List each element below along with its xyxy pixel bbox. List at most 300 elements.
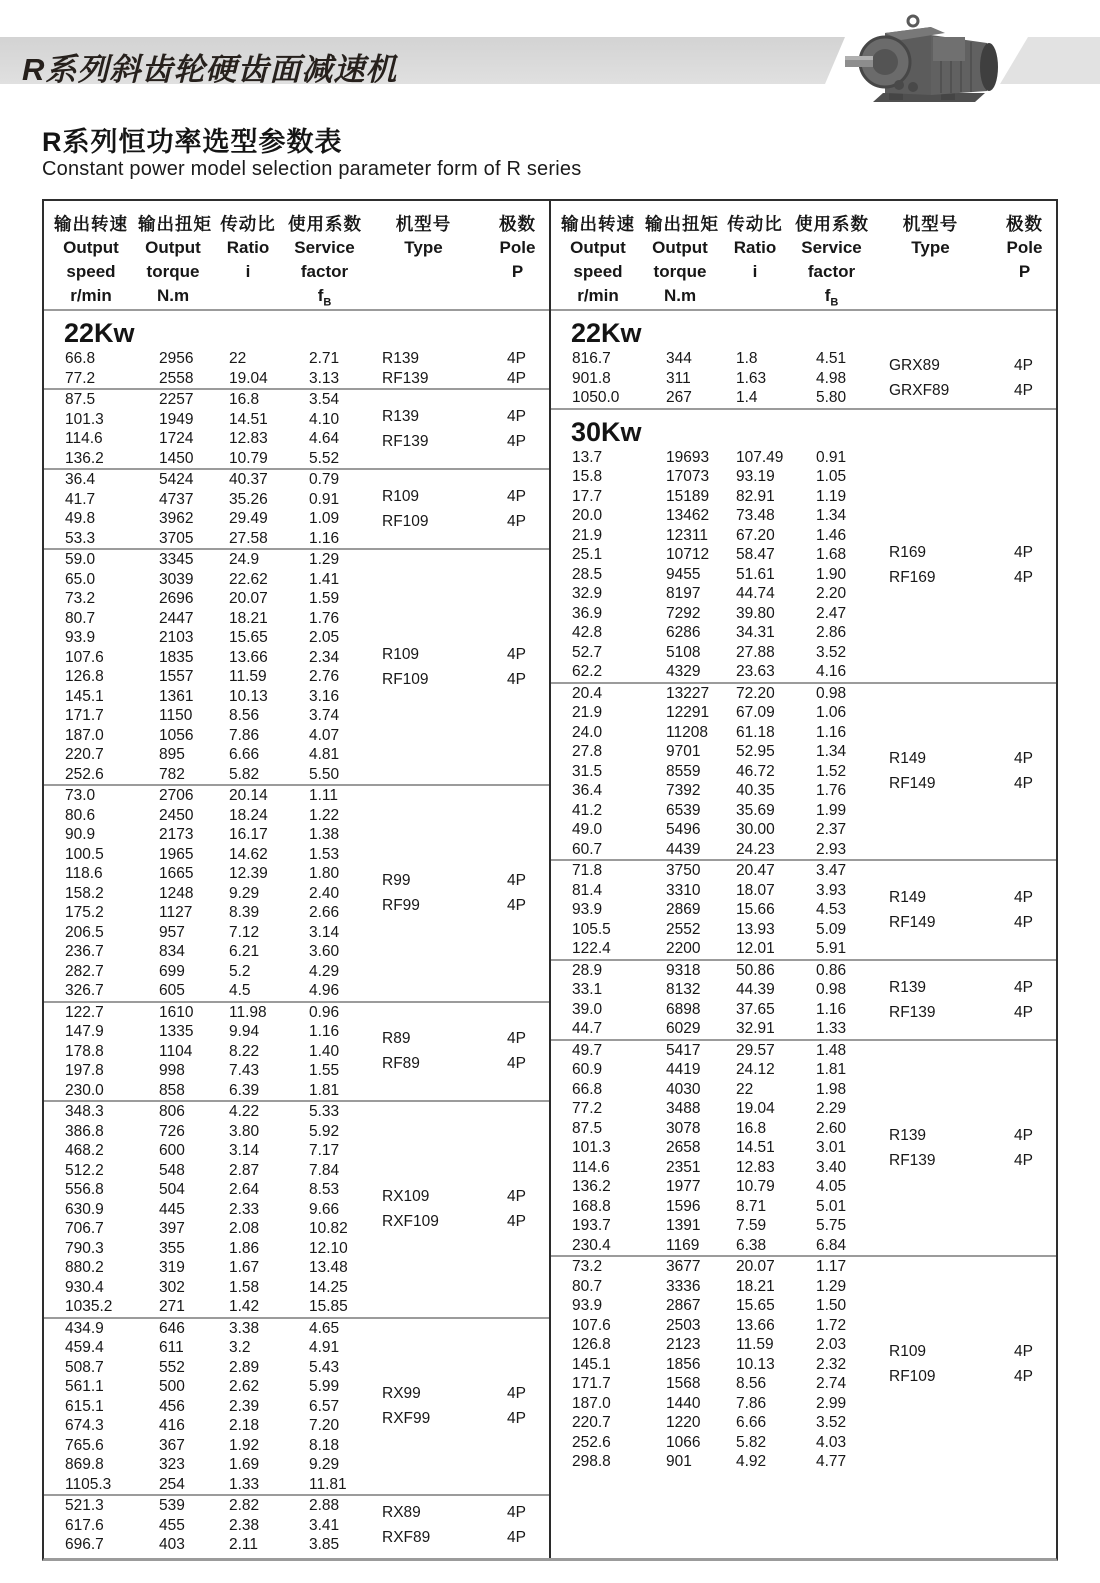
type-labels [868,1041,993,1256]
service-factor-value: 2.88 [309,1497,340,1514]
service-factor-value: 3.13 [309,369,340,387]
ratio-value: 6.66 [229,746,260,763]
type-value: RF149 [889,775,936,793]
output-torque-value: 323 [159,1456,185,1473]
pole-value: 4P [507,488,526,505]
type-value: RXF89 [382,1529,431,1547]
output-speed-value: 765.6 [65,1436,104,1454]
output-torque-value: 5496 [666,821,701,838]
output-speed-value: 80.7 [572,1277,603,1295]
header-label-en: Ratio [226,238,270,257]
group-rows [44,390,361,468]
header-label-zh: 机型号 [902,214,959,234]
service-factor-value: 1.34 [816,507,847,524]
output-speed-value: 49.7 [572,1041,603,1059]
output-torque-value: 319 [159,1259,185,1276]
output-torque-value: 858 [159,1081,185,1099]
header-label-en: factor [807,262,856,281]
header-col-output [551,212,645,309]
pole-value: 4P [1014,888,1033,906]
output-speed-value: 282.7 [65,962,104,980]
header-label-en: factor [300,262,349,281]
type-value: R89 [382,1030,411,1048]
ratio-value: 51.61 [736,565,775,583]
row-group [551,448,1056,684]
type-labels [361,1496,486,1555]
pole-labels [993,1041,1056,1256]
output-torque-value: 548 [159,1161,185,1179]
output-torque-value: 1610 [159,1003,194,1021]
output-speed-value: 32.9 [572,585,603,602]
output-torque-value: 2696 [159,590,194,607]
output-torque-value: 311 [666,369,691,387]
output-speed-value: 49.8 [65,510,96,527]
pole-value: 4P [507,1030,526,1048]
output-torque-value: 4030 [666,1080,701,1098]
output-torque-value: 504 [159,1181,185,1198]
service-factor-value: 0.86 [816,961,847,979]
ratio-value: 2.62 [229,1378,260,1395]
output-speed-value: 80.7 [65,609,96,627]
ratio-value: 93.19 [736,468,775,485]
ratio-value: 13.66 [736,1316,775,1334]
service-factor-value: 2.34 [309,648,340,666]
service-factor-value: 12.10 [309,1239,348,1257]
table-left-half [44,201,551,1558]
header-col-type [868,212,993,309]
group-rows [44,470,361,548]
output-speed-value: 21.9 [572,526,603,544]
group-rows [44,1496,361,1555]
output-speed-value: 66.8 [572,1080,603,1098]
ratio-value: 37.65 [736,1000,775,1018]
type-value: RF109 [382,513,429,530]
output-torque-value: 11208 [666,723,708,741]
output-torque-value: 782 [159,765,185,783]
header-label-en: Output [570,238,626,257]
service-factor-value: 5.52 [309,449,340,467]
output-torque-value: 403 [159,1536,185,1553]
output-speed-value: 298.8 [572,1453,611,1470]
pole-value: 4P [1014,357,1033,375]
header-unit: $f_B$ [317,286,332,309]
service-factor-value: 2.99 [816,1394,847,1412]
power-section-label: 30Kw [571,416,642,447]
type-value: R149 [889,888,927,906]
ratio-value: 6.66 [736,1414,767,1431]
output-torque-value: 2123 [666,1336,701,1353]
service-factor-value: 1.16 [816,1000,847,1018]
ratio-value: 6.38 [736,1236,767,1254]
header-col-output [138,212,212,309]
ratio-value: 8.56 [229,707,260,724]
output-speed-value: 33.1 [572,981,603,998]
output-torque-value: 3677 [666,1258,701,1275]
ratio-value: 8.39 [229,904,260,921]
service-factor-value: 5.01 [816,1197,847,1215]
service-factor-value: 4.29 [309,962,340,980]
pole-value: 4P [1014,1343,1033,1361]
output-speed-value: 21.9 [572,704,603,721]
output-torque-value: 1127 [159,904,193,921]
pole-value: 4P [1014,543,1033,561]
service-factor-value: 5.91 [816,940,847,957]
ratio-value: 61.18 [736,723,775,741]
output-torque-value: 834 [159,943,185,960]
output-torque-value: 267 [666,389,692,406]
service-factor-value: 1.41 [309,570,340,588]
output-speed-value: 434.9 [65,1319,104,1337]
service-factor-value: 4.91 [309,1339,340,1356]
output-speed-value: 114.6 [572,1158,610,1176]
ratio-value: 7.86 [229,726,260,744]
type-value: R139 [889,1126,927,1144]
header-col-pole [486,212,549,309]
output-torque-value: 2867 [666,1297,701,1314]
service-factor-value: 3.52 [816,643,847,661]
output-speed-value: 36.9 [572,604,603,622]
header-label-en: Service [801,238,862,257]
service-factor-value: 1.06 [816,704,847,721]
output-torque-value: 397 [159,1220,185,1237]
output-torque-value: 3345 [159,551,194,568]
service-factor-value: 1.76 [309,609,340,627]
header-unit: N.m [156,286,190,305]
service-factor-value: 1.68 [816,546,847,563]
output-speed-value: 42.8 [572,624,603,641]
group-rows [44,349,361,388]
output-speed-value: 171.7 [65,707,104,724]
service-factor-value: 2.40 [309,884,340,902]
output-speed-value: 65.0 [65,570,96,588]
output-speed-value: 706.7 [65,1220,104,1237]
service-factor-value: 5.80 [816,389,847,406]
service-factor-value: 7.17 [309,1142,340,1159]
output-torque-value: 1977 [666,1178,701,1195]
service-factor-value: 1.59 [309,590,340,607]
output-speed-value: 41.2 [572,801,603,819]
service-factor-value: 4.51 [816,350,847,367]
type-labels [868,684,993,860]
output-torque-value: 2200 [666,940,701,957]
output-speed-value: 252.6 [65,765,104,783]
header-unit-subscript: B [830,296,839,309]
type-value: GRX89 [889,357,940,375]
output-torque-value: 1557 [159,668,194,685]
group-rows [551,961,868,1039]
group-rows [551,1041,868,1256]
output-speed-value: 236.7 [65,943,104,960]
ratio-value: 23.63 [736,663,775,680]
ratio-value: 39.80 [736,604,775,622]
output-torque-value: 1361 [159,687,194,705]
service-factor-value: 1.16 [816,723,847,741]
power-section-label: 22Kw [64,318,135,348]
ratio-value: 27.58 [229,529,268,547]
output-speed-value: 901.8 [572,369,611,387]
type-value: R139 [382,408,420,425]
ratio-value: 22 [736,1080,754,1098]
output-torque-value: 998 [159,1062,185,1079]
ratio-value: 2.08 [229,1220,260,1237]
pole-labels [993,861,1056,959]
output-torque-value: 1965 [159,845,194,863]
table-header-left [44,201,549,311]
service-factor-value: 1.72 [816,1316,847,1334]
pole-value: 4P [507,1188,526,1206]
service-factor-value: 3.85 [309,1536,340,1553]
header-label-zh: 传动比 [727,214,783,234]
output-torque-value: 1949 [159,410,194,428]
type-labels [361,786,486,1001]
output-torque-value: 2706 [159,787,194,804]
row-group [551,1041,1056,1258]
ratio-value: 4.5 [229,982,251,999]
header-unit: N.m [663,286,697,305]
ratio-value: 1.92 [229,1436,260,1454]
service-factor-value: 4.07 [309,726,340,744]
service-factor-value: 1.99 [816,801,847,819]
pole-value: 4P [507,1213,526,1231]
pole-value: 4P [1014,1126,1033,1144]
group-rows [551,349,868,408]
output-torque-value: 726 [159,1122,185,1140]
header-unit: P [511,262,524,281]
service-factor-value: 2.32 [816,1355,847,1373]
output-torque-value: 2552 [666,920,701,938]
output-speed-value: 73.2 [65,590,96,607]
service-factor-value: 7.20 [309,1417,340,1434]
row-group [44,349,549,390]
pole-labels [486,550,549,784]
type-value: R139 [889,978,927,996]
pole-labels [993,448,1056,682]
row-group [44,1102,549,1319]
header-label-zh: 传动比 [220,214,276,234]
output-speed-value: 31.5 [572,762,603,780]
ratio-value: 6.39 [229,1081,260,1099]
output-torque-value: 1724 [159,430,194,447]
ratio-value: 67.20 [736,526,775,544]
ratio-value: 18.24 [229,806,268,824]
type-value: RX99 [382,1385,421,1403]
output-speed-value: 147.9 [65,1023,104,1040]
output-speed-value: 930.4 [65,1278,104,1296]
output-torque-value: 2173 [159,826,194,843]
ratio-value: 3.38 [229,1319,260,1337]
header-col-type [361,212,486,309]
service-factor-value: 1.53 [309,845,340,863]
pole-value: 4P [507,897,526,915]
ratio-value: 82.91 [736,487,775,505]
service-factor-value: 1.46 [816,526,847,544]
type-value: RF139 [382,433,429,450]
service-factor-value: 1.11 [309,787,339,804]
output-torque-value: 6286 [666,624,701,641]
output-speed-value: 59.0 [65,551,96,568]
output-torque-value: 4329 [666,663,701,680]
output-speed-value: 1050.0 [572,389,620,406]
output-speed-value: 136.2 [572,1178,611,1195]
pole-value: 4P [1014,1003,1033,1021]
service-factor-value: 2.03 [816,1336,847,1353]
pole-value: 4P [1014,913,1033,931]
service-factor-value: 1.29 [816,1277,847,1295]
ratio-value: 1.42 [229,1298,260,1315]
output-speed-value: 674.3 [65,1417,104,1434]
output-torque-value: 1835 [159,648,194,666]
ratio-value: 35.26 [229,490,268,508]
output-torque-value: 2351 [666,1158,701,1176]
output-speed-value: 175.2 [65,904,104,921]
ratio-value: 20.47 [736,862,775,879]
ratio-value: 10.79 [736,1178,775,1195]
header-col-ratio [208,212,288,309]
header-label-en: speed [573,262,623,281]
ratio-value: 8.56 [736,1375,767,1392]
output-speed-value: 90.9 [65,826,96,843]
output-torque-value: 1066 [666,1433,701,1451]
ratio-value: 22.62 [229,570,268,588]
output-torque-value: 8132 [666,981,701,998]
ratio-value: 20.07 [229,590,268,607]
output-speed-value: 136.2 [65,449,104,467]
output-speed-value: 206.5 [65,923,104,941]
output-torque-value: 2450 [159,806,194,824]
service-factor-value: 2.20 [816,585,847,602]
output-torque-value: 17073 [666,468,710,485]
ratio-value: 12.83 [229,430,268,447]
output-speed-value: 60.7 [572,840,603,858]
pole-value: 4P [1014,1151,1033,1169]
service-factor-value: 1.38 [309,826,340,843]
type-value: RF109 [889,1368,936,1386]
service-factor-value: 4.53 [816,901,847,918]
row-group [44,550,549,786]
pole-value: 4P [507,1529,526,1547]
ratio-value: 1.69 [229,1456,260,1473]
type-value: R109 [382,488,420,505]
output-speed-value: 178.8 [65,1042,104,1060]
output-speed-value: 52.7 [572,643,603,661]
output-torque-value: 6029 [666,1020,701,1037]
ratio-value: 4.22 [229,1103,260,1120]
output-speed-value: 556.8 [65,1181,104,1198]
service-factor-value: 6.57 [309,1397,340,1415]
ratio-value: 16.8 [229,391,260,408]
output-speed-value: 816.7 [572,350,611,367]
output-speed-value: 145.1 [572,1355,611,1373]
output-torque-value: 6539 [666,801,701,819]
ratio-value: 50.86 [736,961,775,979]
output-torque-value: 1220 [666,1414,701,1431]
output-speed-value: 230.0 [65,1081,104,1099]
output-speed-value: 145.1 [65,687,104,705]
output-torque-value: 9455 [666,565,701,583]
ratio-value: 32.91 [736,1020,775,1037]
pole-value: 4P [1014,382,1033,400]
type-labels [361,1102,486,1317]
type-value: R109 [382,646,420,663]
output-speed-value: 93.9 [572,901,603,918]
output-speed-value: 230.4 [572,1236,611,1254]
ratio-value: 11.59 [229,668,267,685]
header-label-en: speed [66,262,116,281]
pole-labels [486,349,549,388]
output-speed-value: 93.9 [572,1297,603,1314]
pole-labels [993,1257,1056,1472]
output-speed-value: 100.5 [65,845,104,863]
output-speed-value: 187.0 [572,1394,611,1412]
output-torque-value: 12311 [666,526,708,544]
service-factor-value: 4.03 [816,1433,847,1451]
output-speed-value: 36.4 [65,471,96,488]
output-torque-value: 9701 [666,743,701,760]
service-factor-value: 3.16 [309,687,340,705]
service-factor-value: 5.09 [816,920,847,938]
output-speed-value: 81.4 [572,881,603,899]
output-speed-value: 220.7 [65,746,104,763]
output-torque-value: 2558 [159,369,194,387]
output-torque-value: 2257 [159,391,194,408]
type-value: RF169 [889,568,936,586]
group-rows [44,1003,361,1101]
output-speed-value: 15.8 [572,468,603,485]
output-speed-value: 39.0 [572,1000,603,1018]
type-value: R99 [382,872,411,890]
ratio-value: 1.63 [736,369,767,387]
service-factor-value: 4.05 [816,1178,847,1195]
service-factor-value: 14.25 [309,1278,348,1296]
output-speed-value: 252.6 [572,1433,611,1451]
page-title: R系列恒功率选型参数表 [42,127,343,157]
ratio-value: 19.04 [736,1100,775,1117]
output-speed-value: 617.6 [65,1516,104,1534]
header-col-output [44,212,138,309]
header-label-zh: 使用系数 [795,214,869,234]
output-speed-value: 790.3 [65,1239,104,1257]
pole-value: 4P [507,350,526,367]
type-labels [361,390,486,468]
output-speed-value: 171.7 [572,1375,611,1392]
service-factor-value: 3.74 [309,707,340,724]
service-factor-value: 5.43 [309,1358,340,1376]
type-value: R169 [889,543,927,561]
output-torque-value: 12291 [666,704,710,721]
service-factor-value: 1.76 [816,782,847,799]
output-torque-value: 1104 [159,1042,193,1060]
header-unit: P [1018,262,1031,281]
group-rows [551,1257,868,1472]
service-factor-value: 0.91 [816,448,847,466]
row-group [44,1003,549,1103]
output-torque-value: 646 [159,1319,185,1337]
output-torque-value: 611 [159,1339,184,1356]
ratio-value: 22 [229,350,247,367]
header-label-en: torque [146,262,200,281]
output-torque-value: 6898 [666,1000,701,1018]
group-rows [44,1319,361,1495]
type-labels [361,349,486,388]
output-speed-value: 880.2 [65,1259,104,1276]
type-value: RX89 [382,1504,421,1522]
gear-reducer-illustration [843,5,1023,117]
output-torque-value: 271 [159,1298,185,1315]
output-speed-value: 105.5 [572,920,611,938]
pole-labels [486,1496,549,1555]
type-labels [361,470,486,548]
output-torque-value: 8559 [666,762,701,780]
